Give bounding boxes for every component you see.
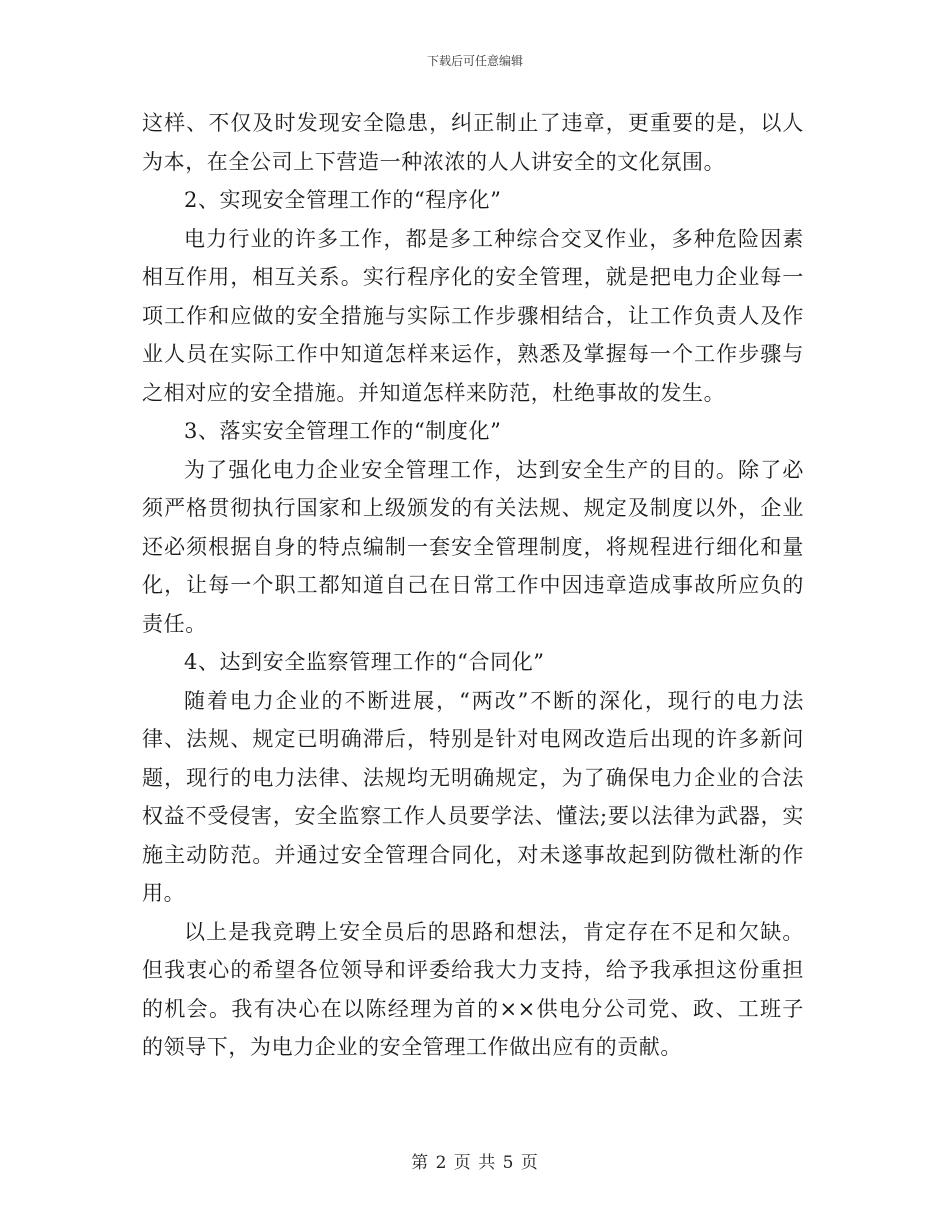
page-header: 下载后可任意编辑 [426, 54, 523, 68]
paragraph-contracts: 随着电力企业的不断进展，“两改”不断的深化，现行的电力法律、法规、规定已明确滞后，特别是针对电网改造后出现的许多新问题，现行的电力法律、法规均无明确规定，为了确保电力企业的合法权益不受侵害，安全监察工作人员要学法、懂法;要以法律为武器，实施主动防范。并通过安全管理合同化，对未遂事故起到防微杜渐的作用。 [142, 688, 804, 905]
paragraph-continuation: 这样、不仅及时发现安全隐患，纠正制止了违章，更重要的是，以人为本，在全公司上下营造一种浓浓的人人讲安全的文化氛围。 [142, 111, 804, 174]
paragraph-institutions: 为了强化电力企业安全管理工作，达到安全生产的目的。除了必须严格贯彻执行国家和上级颁发的有关法规、规定及制度以外，企业还必须根据自身的特点编制一套安全管理制度，将规程进行细化和量化，让每一个职工都知道自己在日常工作中因违章造成事故所应负的责任。 [142, 457, 804, 636]
document-body [142, 104, 804, 1067]
section-heading-3: 3、落实安全管理工作的“制度化” [184, 419, 502, 443]
paragraph-procedures: 电力行业的许多工作，都是多工种综合交叉作业，多种危险因素相互作用，相互关系。实行程序化的安全管理，就是把电力企业每一项工作和应做的安全措施与实际工作步骤相结合，让工作负责人及作业人员在实际工作中知道怎样来运作，熟悉及掌握每一个工作步骤与之相对应的安全措施。并知道怎样来防范，杜绝事故的发生。 [142, 226, 804, 405]
section-heading-2: 2、实现安全管理工作的“程序化” [184, 188, 502, 212]
page-number: 第 2 页 共 5 页 [411, 1153, 539, 1173]
paragraph-conclusion: 以上是我竞聘上安全员后的思路和想法，肯定存在不足和欠缺。但我衷心的希望各位领导和评委给我大力支持，给予我承担这份重担的机会。我有决心在以陈经理为首的××供电分公司党、政、工班子的领导下，为电力企业的安全管理工作做出应有的贡献。 [142, 919, 804, 1059]
section-heading-4: 4、达到安全监察管理工作的“合同化” [184, 650, 545, 674]
